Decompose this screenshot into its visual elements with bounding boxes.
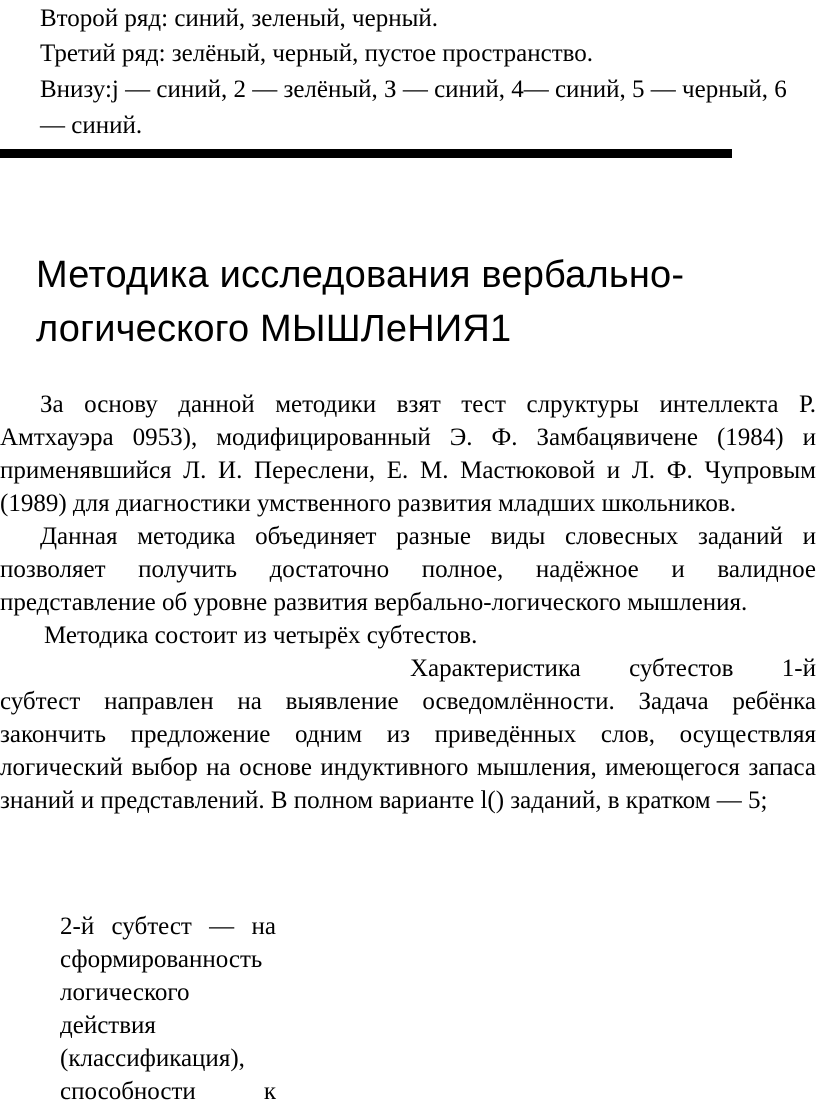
section-title: Методика исследования вербально-логического МЫШЛеНИЯ1 (36, 254, 685, 350)
top-line-3: Внизу:j — синий, 2 — зелёный, З — синий, 4— синий, 5 — черный, 6 — синий. (40, 76, 787, 139)
paragraph-3: Методика состоит из четырёх субтестов. (44, 622, 478, 649)
paragraph-4: Характеристика субтестов 1-й субтест направлен на выявление осведомлённости. Задача ребёнка закончить предложение одним из приведённых слов, осуществляя логический выбор на основе индуктивного мышления, имеющегося запаса знаний и представлений. В полном варианте l() заданий, в кратком — 5; (0, 655, 816, 814)
paragraph-2: Данная методика объединяет разные виды словесных заданий и позволяет получить достаточно полное, надёжное и валидное представление об уровне развития вербально-логического мышления. (0, 523, 816, 616)
horizontal-rule (0, 149, 732, 158)
narrow-column (60, 910, 276, 1108)
paragraph-1: За основу данной методики взят тест слруктуры интеллекта Р. Амтхауэра 0953), модифицированный Э. Ф. Замбацявичене (1984) и применявшийся Л. И. Переслени, Е. М. Мастюковой и Л. Ф. Чупровым (1989) для диагностики умственного развития младших школьников. (0, 391, 816, 517)
top-line-2: Третий ряд: зелёный, черный, пустое пространство. (40, 40, 594, 67)
body-text (0, 388, 816, 817)
narrow-paragraph: 2-й субтест — на сформированность логического действия (классификация), способности к (60, 913, 276, 1105)
top-line-1: Второй ряд: синий, зеленый, черный. (40, 5, 438, 32)
